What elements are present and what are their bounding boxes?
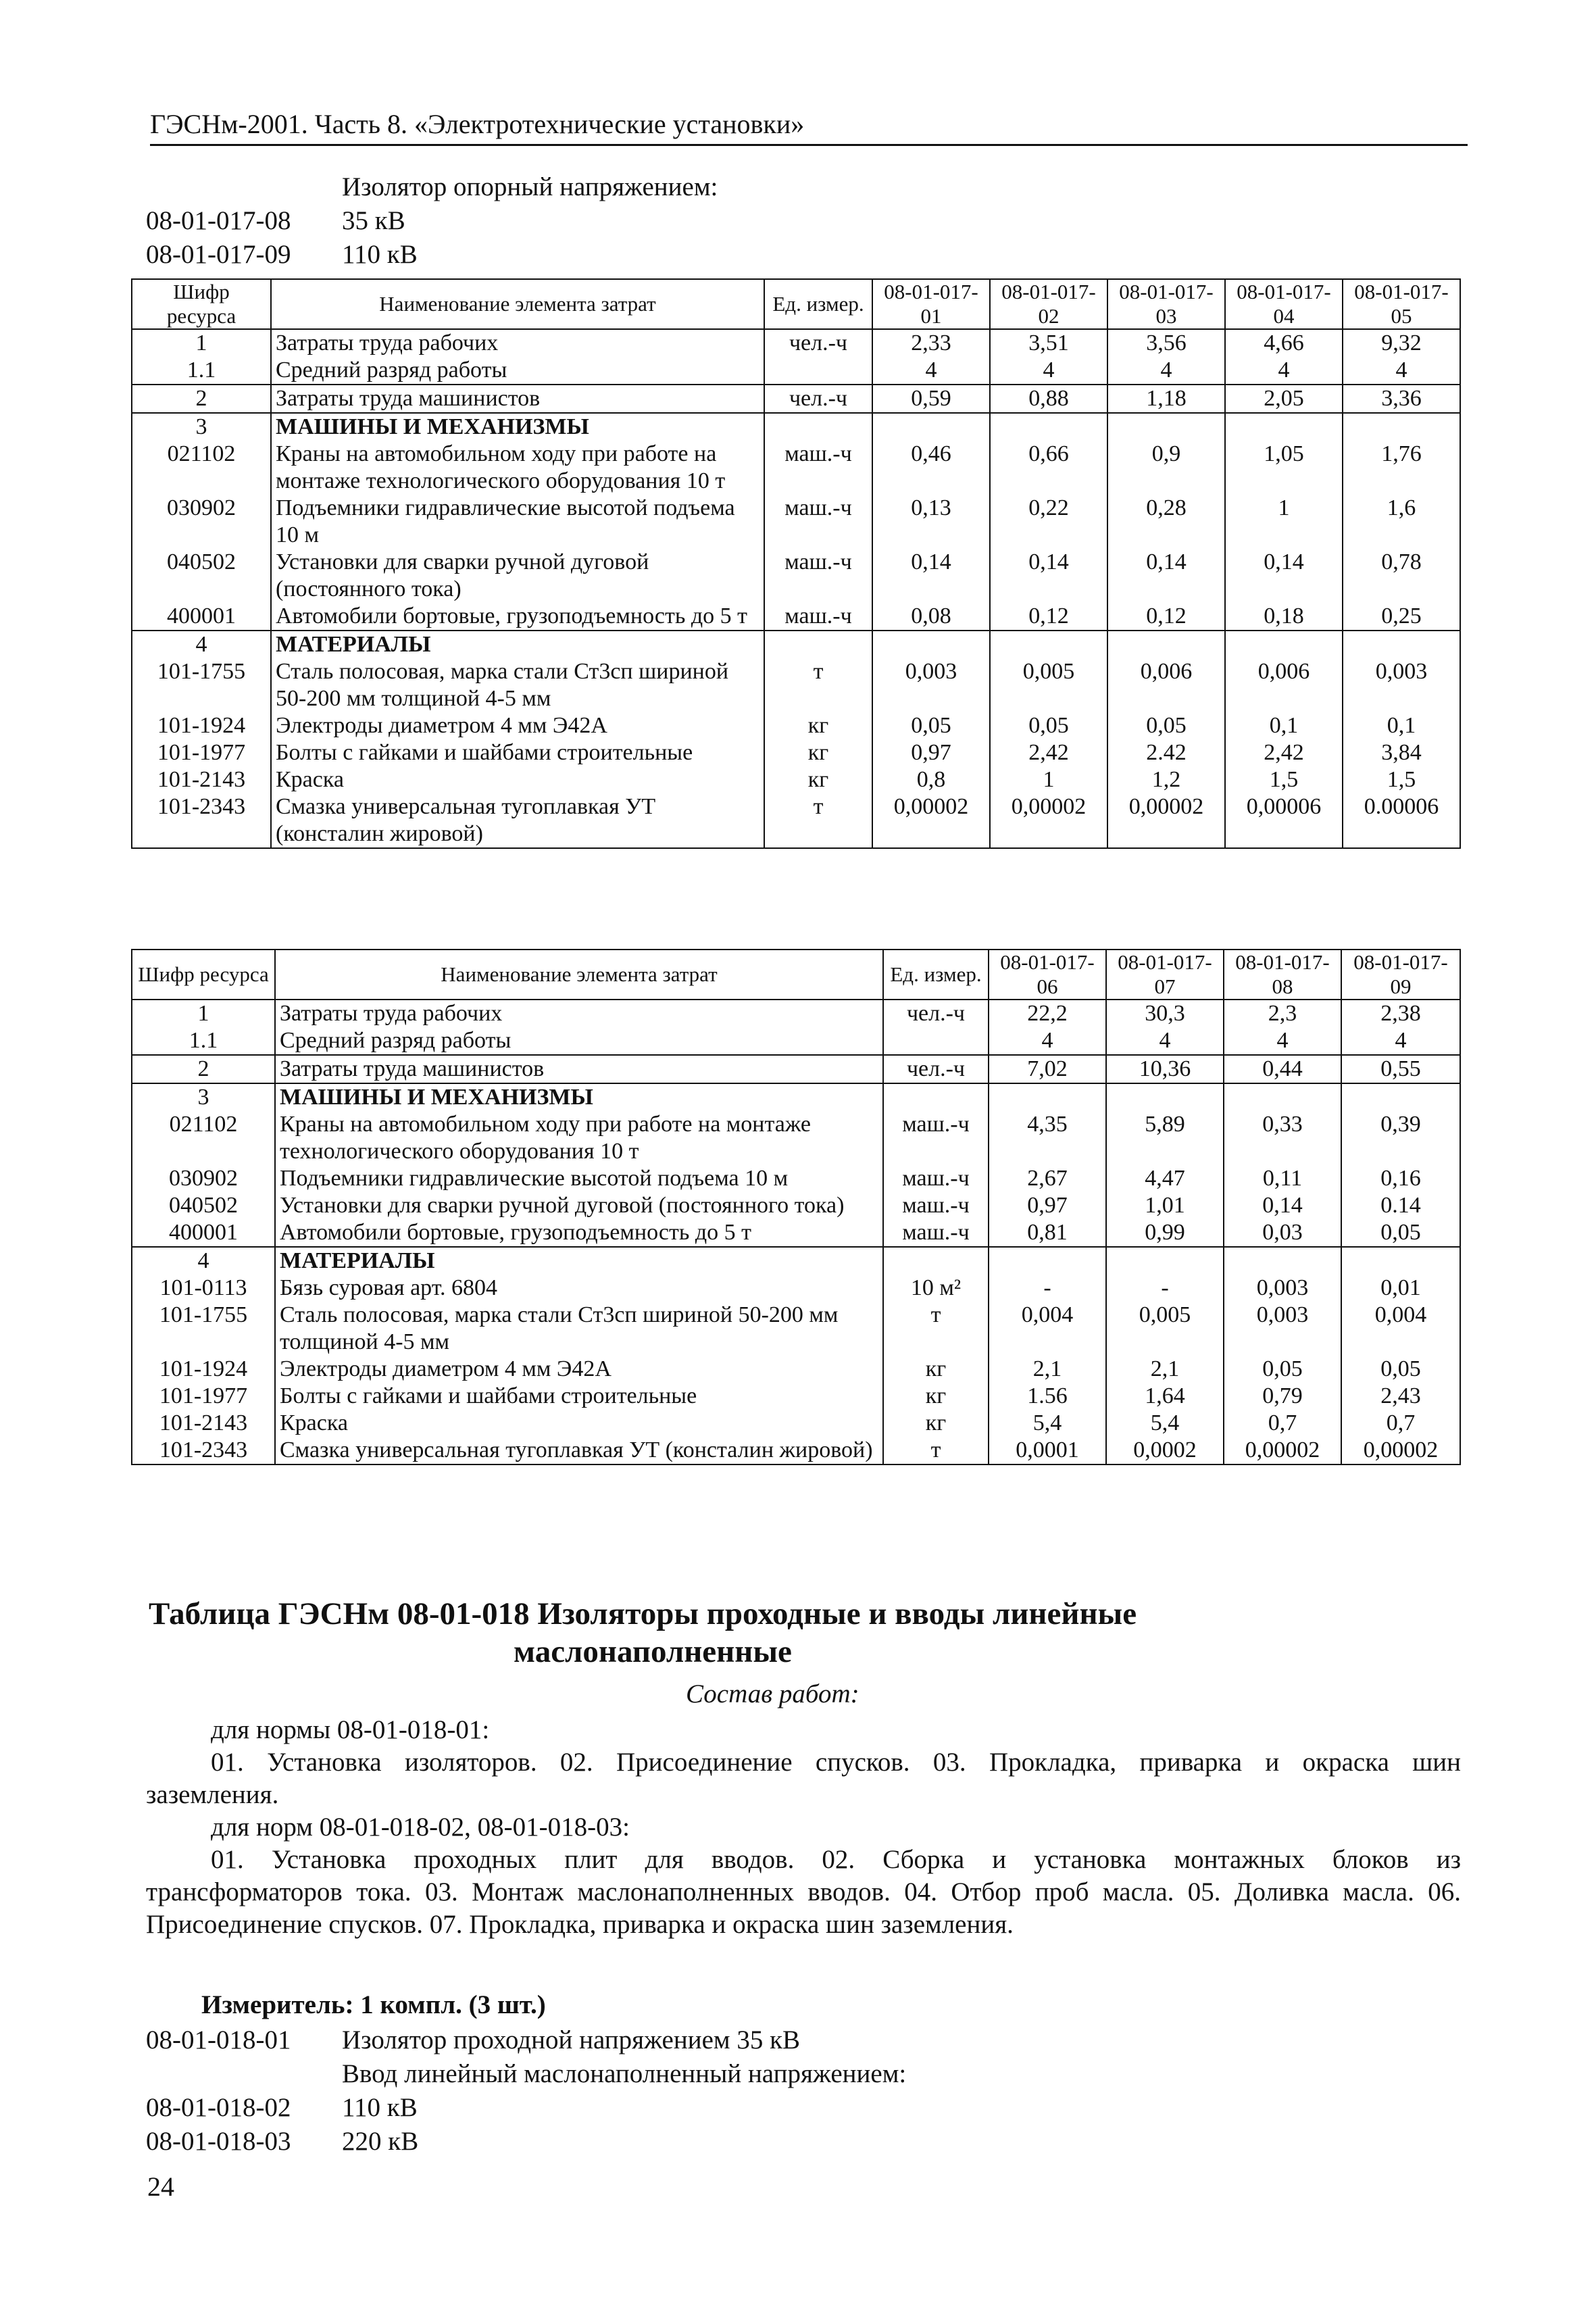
norm-value <box>872 631 990 658</box>
norm-value: 0,00002 <box>1224 1437 1341 1464</box>
resource-code: 2 <box>132 1055 275 1083</box>
norm-value: 0,12 <box>1107 603 1225 631</box>
norm-value: 10,36 <box>1106 1055 1224 1083</box>
norm-value: 0,81 <box>989 1219 1106 1247</box>
norm-value: 0,7 <box>1341 1410 1460 1437</box>
table-row <box>132 712 1460 739</box>
unit-of-measure <box>764 413 872 441</box>
unit-of-measure: кг <box>764 766 872 793</box>
cost-element-name: Подъемники гидравлические высотой подъема 10 м <box>275 1165 883 1192</box>
header-row <box>132 950 1460 1000</box>
intro-text: 35 кВ <box>342 206 405 235</box>
resource-table-1 <box>131 278 1461 849</box>
norm-value: 0,01 <box>1341 1275 1460 1302</box>
unit-of-measure: маш.-ч <box>883 1219 989 1247</box>
norm-value: 0,05 <box>990 712 1107 739</box>
norm-value: 0,97 <box>872 739 990 766</box>
norm-value: 0,13 <box>872 495 990 549</box>
cost-element-name: Краны на автомобильном ходу при работе на монтаже технологического оборудования 10 т <box>275 1111 883 1165</box>
table-row <box>132 413 1460 441</box>
column-header: Ед. измер. <box>764 279 872 329</box>
norm-value: 0,25 <box>1343 603 1460 631</box>
norm-value: 0,1 <box>1343 712 1460 739</box>
cost-element-name: МАТЕРИАЛЫ <box>271 631 764 658</box>
norm-value: 0,003 <box>1224 1275 1341 1302</box>
unit-of-measure: маш.-ч <box>764 495 872 549</box>
table-row <box>132 1383 1460 1410</box>
norm-value <box>1106 1083 1224 1111</box>
table-row <box>132 1275 1460 1302</box>
unit-of-measure: маш.-ч <box>764 603 872 631</box>
cost-element-name: МАШИНЫ И МЕХАНИЗМЫ <box>271 413 764 441</box>
norm-value: 3,56 <box>1107 329 1225 357</box>
norm-value: 1 <box>1225 495 1343 549</box>
unit-of-measure: т <box>883 1437 989 1464</box>
table-row <box>132 1083 1460 1111</box>
table-row <box>132 357 1460 385</box>
cost-element-name: МАШИНЫ И МЕХАНИЗМЫ <box>275 1083 883 1111</box>
unit-of-measure <box>883 1083 989 1111</box>
cost-element-name: Автомобили бортовые, грузоподъемность до 5 т <box>275 1219 883 1247</box>
cost-element-name: Краны на автомобильном ходу при работе на монтаже технологического оборудования 10 т <box>271 441 764 495</box>
column-header: 08-01-017-08 <box>1224 950 1341 1000</box>
column-header: 08-01-017-07 <box>1106 950 1224 1000</box>
norm-value: 0,99 <box>1106 1219 1224 1247</box>
cost-element-name: Смазка универсальная тугоплавкая УТ (консталин жировой) <box>271 793 764 848</box>
column-header: 08-01-017-06 <box>989 950 1106 1000</box>
cost-element-name: Установки для сварки ручной дуговой (постоянного тока) <box>275 1192 883 1219</box>
table-row <box>132 441 1460 495</box>
unit-of-measure <box>883 1247 989 1275</box>
norm-value <box>1224 1247 1341 1275</box>
norm-value: 0,08 <box>872 603 990 631</box>
table-row <box>132 1437 1460 1464</box>
norm-value: 1,18 <box>1107 385 1225 413</box>
norm-value: 0,0002 <box>1106 1437 1224 1464</box>
norm-value: 0,00002 <box>1107 793 1225 848</box>
table-row <box>132 603 1460 631</box>
norm-value: 0,004 <box>989 1302 1106 1356</box>
page-number: 24 <box>147 2171 174 2202</box>
measure-unit: Измеритель: 1 компл. (3 шт.) <box>201 1990 546 2019</box>
table-row <box>132 1356 1460 1383</box>
norm-value: 4,35 <box>989 1111 1106 1165</box>
resource-table-2 <box>131 949 1461 1465</box>
table-row <box>132 1055 1460 1083</box>
norm-value: 5,4 <box>989 1410 1106 1437</box>
resource-code: 101-2143 <box>132 1410 275 1437</box>
unit-of-measure: чел.-ч <box>883 1055 989 1083</box>
cost-element-name: Средний разряд работы <box>271 357 764 385</box>
column-header: 08-01-017-09 <box>1341 950 1460 1000</box>
norm-value: 0,1 <box>1225 712 1343 739</box>
cost-element-name: Краска <box>271 766 764 793</box>
table-row <box>132 1027 1460 1055</box>
norm-value <box>1343 413 1460 441</box>
norm-value: 5,89 <box>1106 1111 1224 1165</box>
norm-value: 0,59 <box>872 385 990 413</box>
norm-value: 4,66 <box>1225 329 1343 357</box>
norm-value: 0,8 <box>872 766 990 793</box>
intro-block <box>146 170 718 272</box>
column-header: Шифр ресурса <box>132 279 271 329</box>
paragraph-line: 01. Установка проходных плит для вводов. 02. Сборка и установка монтажных блоков из <box>211 1845 1461 1874</box>
norm-value: 0,66 <box>990 441 1107 495</box>
norm-value: 0,16 <box>1341 1165 1460 1192</box>
norm-value: 2,05 <box>1225 385 1343 413</box>
paragraph-line: 01. Установка изоляторов. 02. Присоединение спусков. 03. Прокладка, приварка и окраска шин <box>211 1748 1461 1777</box>
unit-of-measure: 10 м² <box>883 1275 989 1302</box>
table-row <box>132 1000 1460 1027</box>
resource-code: 1 <box>132 329 271 357</box>
norm-value: 1,2 <box>1107 766 1225 793</box>
norm-value: 2,1 <box>989 1356 1106 1383</box>
norm-value: 2,67 <box>989 1165 1106 1192</box>
norm-value: - <box>989 1275 1106 1302</box>
norm-value: 0,00002 <box>872 793 990 848</box>
table-row <box>132 329 1460 357</box>
resource-code: 101-1755 <box>132 1302 275 1356</box>
norm-value: 7,02 <box>989 1055 1106 1083</box>
resource-code: 4 <box>132 631 271 658</box>
resource-code: 101-1924 <box>132 712 271 739</box>
norm-value <box>1341 1247 1460 1275</box>
norm-value: 0,11 <box>1224 1165 1341 1192</box>
cost-element-name: МАТЕРИАЛЫ <box>275 1247 883 1275</box>
section-title-line: Таблица ГЭСНм 08-01-018 Изоляторы проходные и вводы линейные <box>149 1596 1137 1631</box>
norm-value: 0,03 <box>1224 1219 1341 1247</box>
norm-value <box>872 413 990 441</box>
section-title-line: маслонаполненные <box>514 1634 792 1669</box>
norm-value: 4,47 <box>1106 1165 1224 1192</box>
norm-value: 0,14 <box>1107 549 1225 603</box>
cost-element-name: Электроды диаметром 4 мм Э42А <box>271 712 764 739</box>
section-title <box>135 1595 1460 1671</box>
table-row <box>132 1111 1460 1165</box>
table-row <box>132 1247 1460 1275</box>
unit-of-measure: маш.-ч <box>764 441 872 495</box>
norm-value: 0,33 <box>1224 1111 1341 1165</box>
unit-of-measure: чел.-ч <box>883 1000 989 1027</box>
norm-value: 2,43 <box>1341 1383 1460 1410</box>
table-row <box>132 1165 1460 1192</box>
norm-value: 0,003 <box>872 658 990 712</box>
resource-code: 3 <box>132 1083 275 1111</box>
resource-code: 1 <box>132 1000 275 1027</box>
norm-value <box>1107 413 1225 441</box>
norm-value: 0,14 <box>872 549 990 603</box>
norm-value: 3,51 <box>990 329 1107 357</box>
resource-code: 040502 <box>132 1192 275 1219</box>
work-composition-text <box>146 1714 1461 1941</box>
norm-value: 0.14 <box>1341 1192 1460 1219</box>
column-header: Наименование элемента затрат <box>271 279 764 329</box>
table-row <box>132 631 1460 658</box>
norm-value <box>1343 631 1460 658</box>
norm-value: 0,05 <box>1224 1356 1341 1383</box>
cost-element-name: Средний разряд работы <box>275 1027 883 1055</box>
unit-of-measure <box>764 631 872 658</box>
column-header: 08-01-017-02 <box>990 279 1107 329</box>
norm-value: 0,14 <box>990 549 1107 603</box>
work-composition-label: Состав работ: <box>686 1679 859 1708</box>
norm-value: 4 <box>1341 1027 1460 1055</box>
unit-of-measure: т <box>883 1302 989 1356</box>
intro-code: 08-01-017-08 <box>146 206 291 235</box>
norm-value: 5,4 <box>1106 1410 1224 1437</box>
unit-of-measure: маш.-ч <box>764 549 872 603</box>
norm-value: 4 <box>1343 357 1460 385</box>
table-row <box>132 739 1460 766</box>
norm-value: 0,05 <box>1107 712 1225 739</box>
norm-value: 0,006 <box>1107 658 1225 712</box>
column-header: Шифр ресурса <box>132 950 275 1000</box>
norm-value: 0,28 <box>1107 495 1225 549</box>
paragraph-line: Присоединение спусков. 07. Прокладка, приварка и окраска шин заземления. <box>146 1910 1014 1939</box>
norm-value: 0,9 <box>1107 441 1225 495</box>
resource-code: 3 <box>132 413 271 441</box>
norm-value: 22,2 <box>989 1000 1106 1027</box>
unit-of-measure: чел.-ч <box>764 385 872 413</box>
norm-value <box>1107 631 1225 658</box>
norm-value: 1.56 <box>989 1383 1106 1410</box>
norm-value: 2,42 <box>990 739 1107 766</box>
norm-code: 08-01-018-02 <box>146 2093 291 2122</box>
cost-element-name: Болты с гайками и шайбами строительные <box>275 1383 883 1410</box>
table-row <box>132 793 1460 848</box>
resource-code: 030902 <box>132 495 271 549</box>
norm-heading: Ввод линейный маслонаполненный напряжением: <box>342 2059 907 2088</box>
norm-value: 0,003 <box>1224 1302 1341 1356</box>
cost-element-name: Подъемники гидравлические высотой подъема 10 м <box>271 495 764 549</box>
norm-value: 9,32 <box>1343 329 1460 357</box>
norm-value: 0,18 <box>1225 603 1343 631</box>
norm-value: 4 <box>872 357 990 385</box>
paragraph-line: заземления. <box>146 1780 279 1809</box>
norm-value: 0.00006 <box>1343 793 1460 848</box>
unit-of-measure: маш.-ч <box>883 1165 989 1192</box>
norm-value: 1,05 <box>1225 441 1343 495</box>
norm-value <box>990 413 1107 441</box>
resource-code: 101-0113 <box>132 1275 275 1302</box>
norm-codes <box>146 2023 906 2159</box>
norm-value: 0,7 <box>1224 1410 1341 1437</box>
norm-value: 4 <box>1225 357 1343 385</box>
resource-code: 101-2143 <box>132 766 271 793</box>
norm-value: 0,88 <box>990 385 1107 413</box>
unit-of-measure: кг <box>764 712 872 739</box>
resource-code: 2 <box>132 385 271 413</box>
norm-text: 110 кВ <box>342 2093 418 2122</box>
norm-value: 0,00002 <box>1341 1437 1460 1464</box>
norm-value: 1,64 <box>1106 1383 1224 1410</box>
table-row <box>132 1302 1460 1356</box>
norm-value <box>1225 631 1343 658</box>
norm-value: 0,006 <box>1225 658 1343 712</box>
cost-element-name: Болты с гайками и шайбами строительные <box>271 739 764 766</box>
page-header: ГЭСНм-2001. Часть 8. «Электротехнические установки» <box>150 108 1468 146</box>
resource-code: 400001 <box>132 603 271 631</box>
norm-value: 0,46 <box>872 441 990 495</box>
norm-value: 0,14 <box>1224 1192 1341 1219</box>
norm-value: 0,79 <box>1224 1383 1341 1410</box>
unit-of-measure: кг <box>764 739 872 766</box>
norm-value: 30,3 <box>1106 1000 1224 1027</box>
norm-value: 3,84 <box>1343 739 1460 766</box>
norm-value <box>990 631 1107 658</box>
norm-value: 1,5 <box>1343 766 1460 793</box>
norm-label: для норм 08-01-018-02, 08-01-018-03: <box>211 1813 630 1842</box>
norm-text: Изолятор проходной напряжением 35 кВ <box>342 2025 801 2054</box>
resource-code: 040502 <box>132 549 271 603</box>
intro-code: 08-01-017-09 <box>146 240 291 269</box>
column-header: 08-01-017-04 <box>1225 279 1343 329</box>
intro-heading: Изолятор опорный напряжением: <box>342 172 718 201</box>
resource-code: 1.1 <box>132 357 271 385</box>
norm-value <box>989 1083 1106 1111</box>
resource-code: 400001 <box>132 1219 275 1247</box>
norm-label: для нормы 08-01-018-01: <box>211 1715 490 1744</box>
norm-value: 4 <box>1224 1027 1341 1055</box>
norm-value: 0,005 <box>990 658 1107 712</box>
norm-value: 4 <box>1107 357 1225 385</box>
norm-value: 3,36 <box>1343 385 1460 413</box>
cost-element-name: Сталь полосовая, марка стали Ст3сп шириной 50-200 мм толщиной 4-5 мм <box>271 658 764 712</box>
header-row <box>132 279 1460 329</box>
unit-of-measure: чел.-ч <box>764 329 872 357</box>
norm-value: - <box>1106 1275 1224 1302</box>
norm-code: 08-01-018-03 <box>146 2127 291 2156</box>
resource-code: 1.1 <box>132 1027 275 1055</box>
norm-value: 0,00002 <box>990 793 1107 848</box>
resource-code: 101-2343 <box>132 1437 275 1464</box>
column-header: 08-01-017-01 <box>872 279 990 329</box>
norm-value <box>989 1247 1106 1275</box>
unit-of-measure <box>764 357 872 385</box>
norm-value: 2.42 <box>1107 739 1225 766</box>
cost-element-name: Краска <box>275 1410 883 1437</box>
unit-of-measure: кг <box>883 1356 989 1383</box>
norm-value: 2,1 <box>1106 1356 1224 1383</box>
resource-code: 101-1977 <box>132 1383 275 1410</box>
table-row <box>132 549 1460 603</box>
cost-element-name: Установки для сварки ручной дуговой (постоянного тока) <box>271 549 764 603</box>
norm-value: 0,003 <box>1343 658 1460 712</box>
cost-element-name: Электроды диаметром 4 мм Э42А <box>275 1356 883 1383</box>
resource-code: 021102 <box>132 441 271 495</box>
norm-value: 2,42 <box>1225 739 1343 766</box>
cost-element-name: Затраты труда рабочих <box>271 329 764 357</box>
table-row <box>132 1192 1460 1219</box>
unit-of-measure: кг <box>883 1410 989 1437</box>
unit-of-measure <box>883 1027 989 1055</box>
norm-value: 0,44 <box>1224 1055 1341 1083</box>
unit-of-measure: маш.-ч <box>883 1111 989 1165</box>
norm-value: 0,39 <box>1341 1111 1460 1165</box>
table-row <box>132 658 1460 712</box>
unit-of-measure: кг <box>883 1383 989 1410</box>
norm-value: 0,0001 <box>989 1437 1106 1464</box>
table-row <box>132 495 1460 549</box>
cost-element-name: Затраты труда машинистов <box>271 385 764 413</box>
unit-of-measure: т <box>764 793 872 848</box>
column-header: 08-01-017-03 <box>1107 279 1225 329</box>
norm-value: 2,3 <box>1224 1000 1341 1027</box>
norm-value: 1,5 <box>1225 766 1343 793</box>
norm-value: 1,01 <box>1106 1192 1224 1219</box>
norm-code: 08-01-018-01 <box>146 2025 291 2054</box>
cost-element-name: Бязь суровая арт. 6804 <box>275 1275 883 1302</box>
table-row <box>132 1219 1460 1247</box>
table-row <box>132 1410 1460 1437</box>
resource-code: 021102 <box>132 1111 275 1165</box>
norm-value: 0,00006 <box>1225 793 1343 848</box>
unit-of-measure: т <box>764 658 872 712</box>
resource-code: 101-2343 <box>132 793 271 848</box>
resource-code: 101-1977 <box>132 739 271 766</box>
column-header: Наименование элемента затрат <box>275 950 883 1000</box>
paragraph-line: трансформаторов тока. 03. Монтаж маслонаполненных вводов. 04. Отбор проб масла. 05. Доливка масла. 06. <box>146 1877 1461 1906</box>
norm-value: 0,22 <box>990 495 1107 549</box>
norm-value: 0,97 <box>989 1192 1106 1219</box>
norm-value: 0,004 <box>1341 1302 1460 1356</box>
norm-value: 0,005 <box>1106 1302 1224 1356</box>
table-row <box>132 385 1460 413</box>
norm-value: 0,05 <box>872 712 990 739</box>
resource-code: 4 <box>132 1247 275 1275</box>
norm-text: 220 кВ <box>342 2127 419 2156</box>
norm-value: 2,38 <box>1341 1000 1460 1027</box>
norm-value <box>1224 1083 1341 1111</box>
norm-value: 1,76 <box>1343 441 1460 495</box>
norm-value: 0,14 <box>1225 549 1343 603</box>
norm-value: 0,05 <box>1341 1356 1460 1383</box>
norm-value: 1 <box>990 766 1107 793</box>
norm-value: 0,05 <box>1341 1219 1460 1247</box>
norm-value: 4 <box>1106 1027 1224 1055</box>
norm-value: 0,12 <box>990 603 1107 631</box>
resource-code: 101-1924 <box>132 1356 275 1383</box>
norm-value: 0,55 <box>1341 1055 1460 1083</box>
resource-code: 101-1755 <box>132 658 271 712</box>
cost-element-name: Затраты труда машинистов <box>275 1055 883 1083</box>
norm-value <box>1225 413 1343 441</box>
cost-element-name: Смазка универсальная тугоплавкая УТ (консталин жировой) <box>275 1437 883 1464</box>
column-header: 08-01-017-05 <box>1343 279 1460 329</box>
cost-element-name: Затраты труда рабочих <box>275 1000 883 1027</box>
cost-element-name: Автомобили бортовые, грузоподъемность до 5 т <box>271 603 764 631</box>
norm-value <box>1106 1247 1224 1275</box>
norm-value: 4 <box>989 1027 1106 1055</box>
norm-value: 2,33 <box>872 329 990 357</box>
norm-value: 0,78 <box>1343 549 1460 603</box>
column-header: Ед. измер. <box>883 950 989 1000</box>
norm-value: 4 <box>990 357 1107 385</box>
resource-code: 030902 <box>132 1165 275 1192</box>
norm-value: 1,6 <box>1343 495 1460 549</box>
unit-of-measure: маш.-ч <box>883 1192 989 1219</box>
norm-value <box>1341 1083 1460 1111</box>
cost-element-name: Сталь полосовая, марка стали Ст3сп шириной 50-200 мм толщиной 4-5 мм <box>275 1302 883 1356</box>
intro-text: 110 кВ <box>342 240 418 269</box>
table-row <box>132 766 1460 793</box>
